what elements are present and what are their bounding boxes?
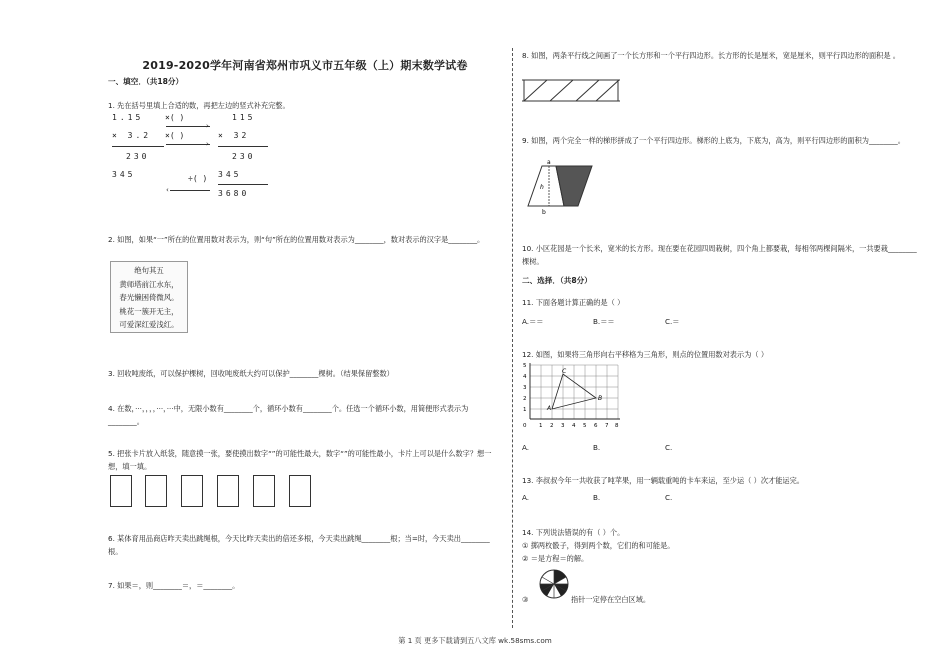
right-row-3: 230 <box>232 152 256 161</box>
svg-text:4: 4 <box>523 374 527 380</box>
question-14: 14. 下列说法错误的有（ ）个。 <box>522 528 625 537</box>
card-box <box>217 475 239 507</box>
right-row-2: × 32 <box>218 131 250 140</box>
grid-lines <box>530 365 618 419</box>
label-a: a <box>547 159 551 166</box>
svg-text:5: 5 <box>583 423 587 429</box>
question-10: 10. 小区花园是一个长米，宽米的长方形。现在要在花园四周栽树，四个角上都要栽，每相邻两棵间隔米，一共要栽________棵树。 <box>522 244 917 266</box>
right-row-1: 115 <box>232 113 256 122</box>
question-11: 11. 下面各题计算正确的是（ ） <box>522 298 625 307</box>
statement-3-number: ③ <box>522 595 529 604</box>
parallel-lines-figure <box>522 78 620 104</box>
svg-text:2: 2 <box>550 423 554 429</box>
question-9: 9. 如图，两个完全一样的梯形拼成了一个平行四边形。梯形的上底为，下底为，高为，则平行四边形的面积为________。 <box>522 136 905 145</box>
card-box <box>145 475 167 507</box>
svg-text:2: 2 <box>523 396 527 402</box>
option-b: B.＝＝ <box>593 317 615 326</box>
poem-line: 绝句其五 <box>134 266 164 275</box>
page-footer: 第 1 页 更多下载请到五八文库 wk.58sms.com <box>398 636 552 645</box>
right-row-4: 345 <box>218 170 242 179</box>
card-box <box>181 475 203 507</box>
statement-2: ② ＝是方程＝的解。 <box>522 554 589 563</box>
poem-line: 可爱深红爱浅红。 <box>119 320 179 330</box>
svg-text:5: 5 <box>523 363 527 369</box>
option-a: A. <box>522 443 530 452</box>
statement-1: ① 掷两枚骰子，得到两个数，它们的和可能是。 <box>522 541 675 550</box>
statement-3: 指针一定停在空白区域。 <box>571 595 651 604</box>
option-c: C. <box>665 493 673 502</box>
arrow-left <box>170 190 210 191</box>
left-row-1: 1.15 <box>112 113 144 122</box>
poem-image <box>110 261 188 333</box>
point-a-label: A <box>547 405 552 412</box>
svg-text:3: 3 <box>561 423 565 429</box>
right-rule-1 <box>218 146 268 147</box>
svg-text:1: 1 <box>539 423 543 429</box>
question-12: 12. 如图，如果将三角形向右平移格为三角形，则点的位置用数对表示为（ ） <box>522 350 769 359</box>
option-b: B. <box>593 493 601 502</box>
question-6: 6. 某体育用品商店昨天卖出跳绳根，今天比昨天卖出的倍还多根，今天卖出跳绳________根；当=时，今天卖出________根。 <box>108 534 490 556</box>
label-b: b <box>542 209 546 216</box>
option-a: A.＝＝ <box>522 317 544 326</box>
svg-text:7: 7 <box>605 423 609 429</box>
card-box <box>253 475 275 507</box>
option-c: C. <box>665 443 673 452</box>
option-c: C.＝ <box>665 317 680 326</box>
svg-text:0: 0 <box>523 423 527 429</box>
left-row-4: 345 <box>112 170 136 179</box>
arrow-right-2 <box>166 144 210 145</box>
question-2: 2. 如图，如果“一”所在的位置用数对表示为，则“句”所在的位置用数对表示为________，数对表示的汉字是________。 <box>108 235 485 244</box>
poem-line: 黄师塔前江水东， <box>119 279 179 289</box>
svg-text:4: 4 <box>572 423 576 429</box>
question-5: 5. 把张卡片放入纸袋，随意摸一张，要使摸出数字“”的可能性最大，数字“”的可能性最小，卡片上可以是什么数字？想一想，填一填。 <box>108 449 492 471</box>
mid-row-1: ×( ) <box>165 113 185 122</box>
left-rule-1 <box>112 146 164 147</box>
label-h: h <box>540 184 544 191</box>
svg-text:8: 8 <box>615 423 619 429</box>
arrow-head-icon: › <box>206 122 209 130</box>
question-13: 13. 李叔叔今年一共收获了吨苹果，用一辆载重吨的卡车来运，至少运（ ）次才能运完。 <box>522 476 804 485</box>
poem-line: 春光懒困倚微风。 <box>119 293 179 303</box>
point-b-label: B <box>598 395 603 402</box>
arrow-head-icon: ‹ <box>166 186 169 194</box>
card-box <box>289 475 311 507</box>
column-divider <box>512 48 513 628</box>
poem-line: 桃花一簇开无主， <box>119 306 179 316</box>
coordinate-grid-figure <box>518 361 622 429</box>
card-box <box>110 475 132 507</box>
question-3: 3. 回收吨废纸，可以保护棵树，回收吨废纸大约可以保护________棵树。（结果保留整数） <box>108 369 394 378</box>
mid-row-2: ×( ) <box>165 131 185 140</box>
mid-row-3: ÷( ) <box>188 174 208 183</box>
left-row-2: × 3.2 <box>112 131 152 140</box>
x-tick-labels <box>523 423 619 429</box>
spinner-icon <box>538 568 570 600</box>
section-choice-heading: 二、选择．（共8分） <box>522 276 592 285</box>
left-row-3: 230 <box>126 152 150 161</box>
question-4: 4. 在数，···，，，，···，···中，无限小数有________个，循环小数有________个。任选一个循环小数，用简便形式表示为________。 <box>108 404 469 426</box>
right-rule-2 <box>218 184 268 185</box>
trapezoid-figure <box>522 158 594 216</box>
question-1: 1. 先在括号里填上合适的数，再把左边的竖式补充完整。 <box>108 101 290 110</box>
point-c-label: C <box>562 368 567 375</box>
svg-text:1: 1 <box>523 407 527 413</box>
svg-text:6: 6 <box>594 423 598 429</box>
arrow-right-1 <box>166 126 210 127</box>
question-7: 7. 如果＝，则________＝，＝________。 <box>108 581 240 590</box>
option-b: B. <box>593 443 601 452</box>
y-tick-labels <box>523 363 527 413</box>
question-8: 8. 如图，两条平行线之间画了一个长方形和一个平行四边形。长方形的长是厘米，宽是厘米，则平行四边形的面积是 。 <box>522 51 900 60</box>
svg-text:3: 3 <box>523 385 527 391</box>
right-row-5: 3680 <box>218 189 250 198</box>
page-title: 2019-2020学年河南省郑州市巩义市五年级（上）期末数学试卷 <box>142 59 468 72</box>
section-fill-heading: 一、填空．（共18分） <box>108 77 184 86</box>
arrow-head-icon: › <box>206 140 209 148</box>
option-a: A. <box>522 493 530 502</box>
